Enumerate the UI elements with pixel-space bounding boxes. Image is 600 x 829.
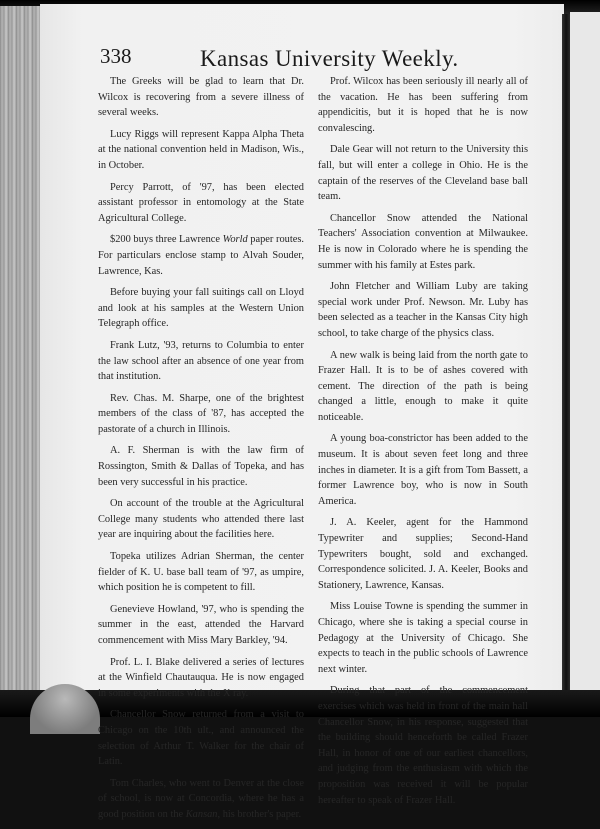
item-text: paper routes. For particulars enclose stamp to Alvah Souder, Lawrence, Kas. [98,234,304,277]
news-item: Miss Louise Towne is spending the summer in Chicago, where she is taking a special course in Pedagogy at the University of Chicago. She expects to teach in the public schools of Lawrence next winter. [318,601,528,675]
news-item: Prof. L. I. Blake delivered a series of lectures at the Winfield Chautauqua. He is now engaged in some experiments with the X ray. [98,656,304,699]
news-item: Dale Gear will not return to the University this fall, but will enter a college in Ohio. He is the captain of the reserves of the Cleveland base ball team. [318,144,528,203]
news-item: A young boa-constrictor has been added to the museum. It is about seven feet long and three inches in diameter. It is a gift from Tom Bassett, a former Lawrence boy, who is now in South America. [318,433,528,507]
news-item: Before buying your fall suitings call on Lloyd and look at his samples at the Western Union Telegraph office. [98,287,304,330]
right-column [318,74,528,814]
news-item: Topeka utilizes Adrian Sherman, the center fielder of K. U. base ball team of '97, as umpire, which position he is competent to fill. [98,551,304,594]
page-number: 338 [100,44,132,68]
newspaper-name: Kansan [185,808,218,820]
news-item: Genevieve Howland, '97, who is spending the summer in the east, attended the Harvard commencement with Miss Mary Barkley, '94. [98,603,304,646]
news-item: Lucy Riggs will represent Kappa Alpha Theta at the national convention held in Madison, Wis., in October. [98,128,304,171]
news-item: Frank Lutz, '93, returns to Columbia to enter the law school after an absence of one year from that institution. [98,339,304,383]
item-text: , his brother's paper. [217,808,302,820]
news-item: Chancellor Snow returned from a visit to Chicago on the 10th ult., and announced the selection of Arthur T. Walker for the chair of Latin. [98,709,304,768]
newspaper-name: World [222,234,248,246]
news-item [98,776,304,823]
news-item: John Fletcher and William Luby are taking special work under Prof. Newson. Mr. Luby has been selected as a teacher in the Kansas City high school, to take charge of the physics class. [318,281,528,339]
news-item: J. A. Keeler, agent for the Hammond Typewriter and supplies; Second-Hand Typewriters bought, sold and exchanged. Correspondence solicited. J. A. Keeler, Books and Stationery, Lawrence, Kansas. [318,517,528,591]
news-item: A. F. Sherman is with the law firm of Rossington, Smith & Dallas of Topeka, and has been very successful in his practice. [98,445,304,488]
news-item: Chancellor Snow attended the National Teachers' Association convention at Milwaukee. He is now in Colorado where he is spending the summer with his family at Estes park. [318,212,528,271]
left-column [98,74,304,829]
news-item: Percy Parrott, of '97, has been elected assistant professor in entomology at the State Agricultural College. [98,181,304,224]
news-item: A new walk is being laid from the north gate to Frazer Hall. It is to be of ashes covered with cement. The direction of the path is being changed a little, enough to make it quite noticeable. [318,349,528,423]
book-page-edges [0,6,40,696]
news-item: Rev. Chas. M. Sharpe, one of the brightest members of the class of '87, has accepted the pastorate of a church in Illinois. [98,392,304,435]
news-item: On account of the trouble at the Agricultural College many students who attended there last year are inquiring about the facilities here. [98,498,304,541]
item-text: Tom Charles, who went to Denver at the close of school, is now at Concordia, where he has a good position on the [98,777,304,820]
news-item [98,232,304,279]
news-item: Prof. Wilcox has been seriously ill nearly all of the vacation. He has been suffering from appendicitis, but it is hoped that he is now convalescing. [318,76,528,134]
facing-page-edge [570,12,600,712]
book-gutter [562,14,570,714]
item-text: $200 buys three Lawrence [110,234,223,246]
news-item: During that part of the commencement exercises which was held in front of the main hall Chancellor Snow, in his response, suggested that the building should henceforth be called Frazer Hall, in honor of one of our earliest chancellors, and judging from the enthusiasm with which the proposition was received it will be popular hereafter to speak of Frazer Hall. [318,685,528,806]
running-title: Kansas University Weekly. [200,46,459,71]
news-item: The Greeks will be glad to learn that Dr. Wilcox is recovering from a severe illness of several weeks. [98,76,304,119]
